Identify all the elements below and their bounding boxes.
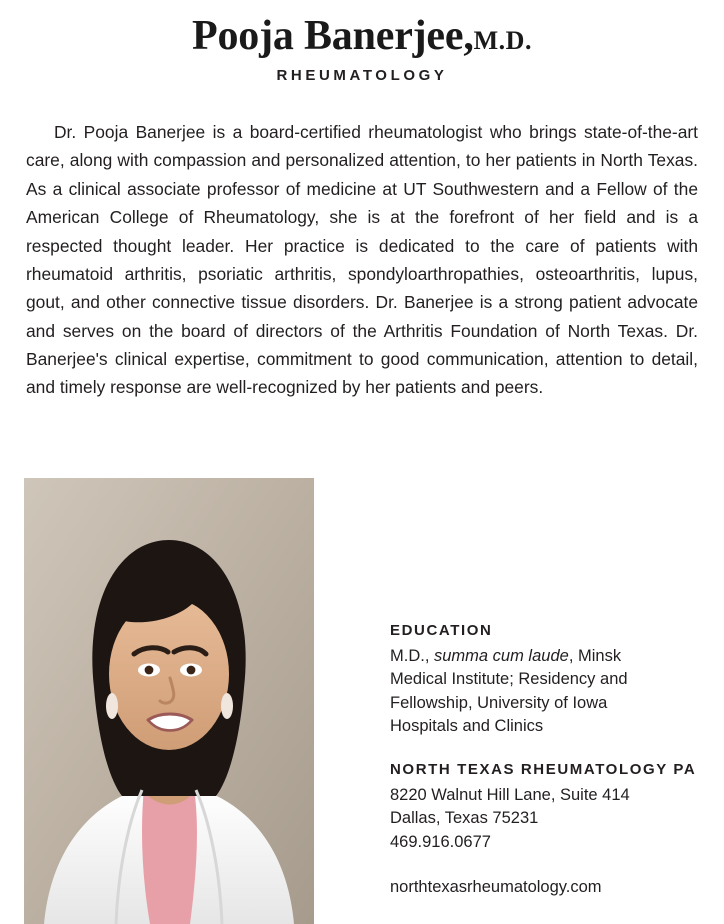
education-details [390,645,700,739]
portrait-photo [24,478,314,924]
page-title [24,14,700,58]
doctor-name: Pooja Banerjee, [192,13,474,59]
portrait-illustration [24,478,314,924]
phone-number[interactable]: 469.916.0677 [390,832,491,851]
education-line-4: Hospitals and Clinics [390,717,544,736]
practice-contact [390,784,700,854]
page-header [24,0,700,84]
address-line-2: Dallas, Texas 75231 [390,809,539,828]
education-line-2: Medical Institute; Residency and [390,670,628,689]
specialty-label: RHEUMATOLOGY [276,67,448,85]
address-line-1: 8220 Walnut Hill Lane, Suite 414 [390,785,630,804]
biography-paragraph [24,118,700,402]
practice-info [314,478,700,897]
education-line-3: Fellowship, University of Iowa [390,693,608,712]
website-link[interactable]: northtexasrheumatology.com [390,877,602,896]
lower-section [24,478,700,924]
education-school-start: , Minsk [568,647,622,665]
practice-heading: NORTH TEXAS RHEUMATOLOGY PA [390,760,697,778]
doctor-credential: M.D. [473,26,532,55]
education-honors: summa cum laude [434,647,569,665]
education-degree-prefix: M.D., [390,647,434,665]
section-divider [390,739,700,761]
education-heading: EDUCATION [390,622,493,639]
biography-text: Dr. Pooja Banerjee is a board-certified rheumatologist who brings state-of-the-art care, along with compassion and personalized attention, to her patients in North Texas. As a clinical associate professor of medicine at UT Southwestern and a Fellow of the American College of Rheumatology, she is at the forefront of her field and is a respected thought leader. Her practice is dedicated to the care of patients with rheumatoid arthritis, psoriatic arthritis, spondyloarthropathies, osteoarthritis, lupus, gout, and other connective tissue disorders. Dr. Banerjee is a strong patient advocate and serves on the board of directors of the Arthritis Foundation of North Texas. Dr. Banerjee's clinical expertise, commitment to good communication, attention to detail, and timely response are well-recognized by her patients and peers. [26,122,698,398]
